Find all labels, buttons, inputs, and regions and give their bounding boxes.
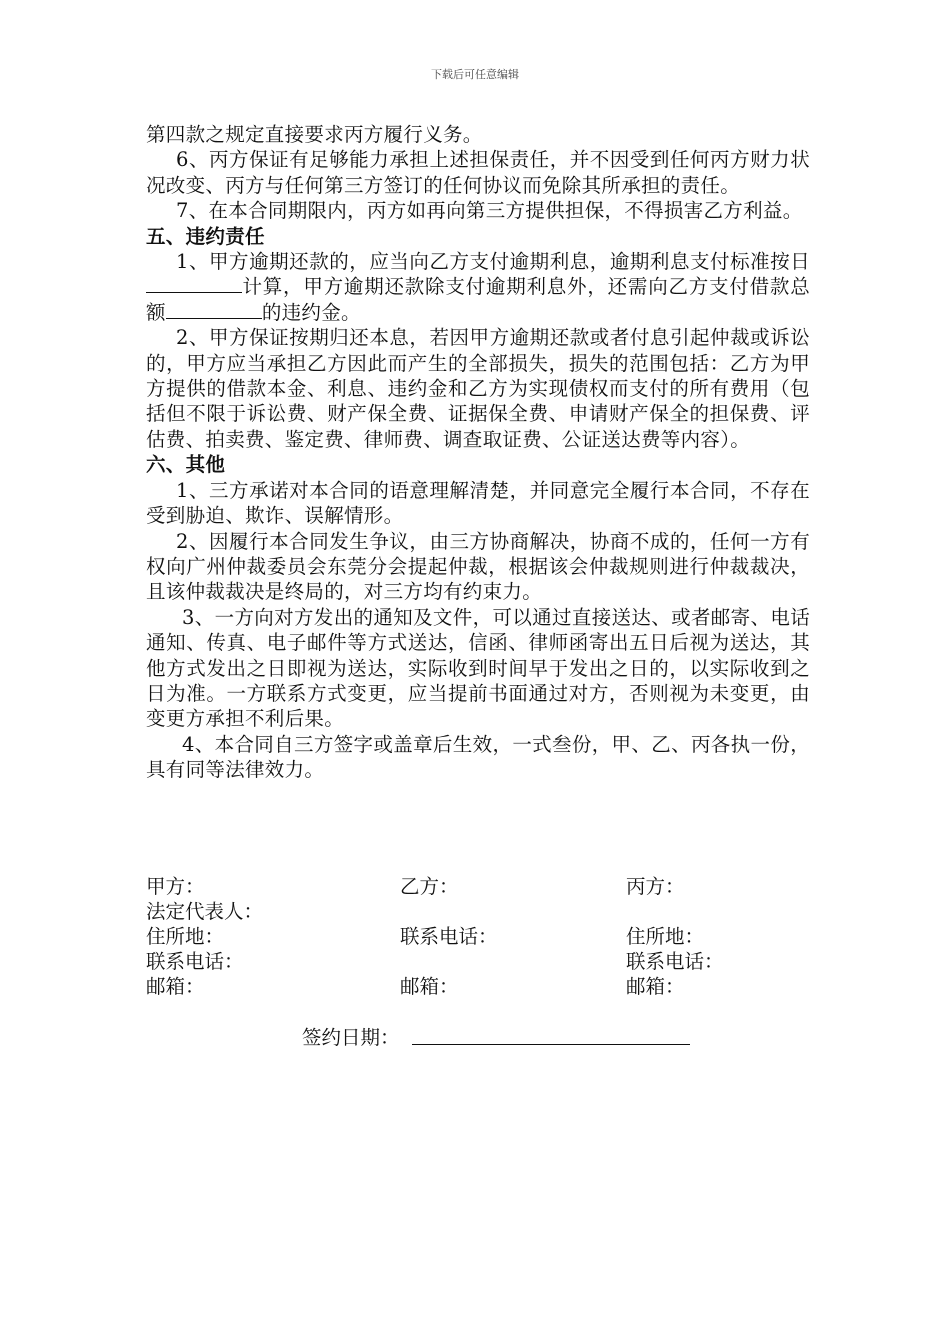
party-b-label: 乙方： — [400, 875, 459, 898]
party-c-address-label: 住所地： — [626, 925, 705, 948]
section-6-title: 六、其他 — [146, 453, 226, 477]
party-c-phone-label: 联系电话： — [626, 950, 724, 973]
party-a-address-label: 住所地： — [146, 925, 225, 948]
party-c-label: 丙方： — [626, 875, 685, 898]
paragraph-5-2: 2、甲方保证按期归还本息，若因甲方逾期还款或者付息引起仲裁或诉讼的，甲方应当承担乙方因此而产生的全部损失，损失的范围包括：乙方为甲方提供的借款本金、利息、违约金和乙方为实现债权而支付的所有费用（包括但不限于诉讼费、财产保全费、证据保全费、申请财产保全的担保费、评估费、拍卖费、鉴定费、律师费、调查取证费、公证送达费等内容）。 — [146, 326, 810, 451]
paragraph-5-1-part-a: 1、甲方逾期还款的，应当向乙方支付逾期利息，逾期利息支付标准按日 — [176, 250, 810, 274]
paragraph-4-6: 6、丙方保证有足够能力承担上述担保责任，并不因受到任何丙方财力状况改变、丙方与任何第三方签订的任何协议而免除其所承担的责任。 — [146, 148, 810, 197]
section-5-title: 五、违约责任 — [146, 224, 265, 248]
party-a-email-label: 邮箱： — [146, 975, 205, 998]
party-a-label: 甲方： — [146, 875, 205, 898]
signature-row-address — [146, 924, 810, 949]
contract-body — [146, 122, 810, 783]
signature-row-phone — [146, 949, 810, 974]
paragraph-6-2: 2、因履行本合同发生争议，由三方协商解决，协商不成的，任何一方有权向广州仲裁委员会东莞分会提起仲裁，根据该会仲裁规则进行仲裁裁决，且该仲裁裁决是终局的，对三方均有约束力。 — [146, 529, 810, 604]
paragraph-5-1-part-c: 的违约金。 — [261, 300, 361, 324]
paragraph-6-3: 3、一方向对方发出的通知及文件，可以通过直接送达、或者邮寄、电话通知、传真、电子邮件等方式送达，信函、律师函寄出五日后视为送达，其他方式发出之日即视为送达，实际收到时间早于发出之日的，以实际收到之日为准。一方联系方式变更，应当提前书面通过对方，否则视为未变更，由变更方承担不利后果。 — [146, 605, 810, 731]
paragraph-6-1: 1、三方承诺对本合同的语意理解清楚，并同意完全履行本合同，不存在受到胁迫、欺诈、误解情形。 — [146, 478, 810, 528]
signing-date-label: 签约日期： — [302, 1026, 400, 1049]
penalty-amount-blank[interactable] — [166, 300, 262, 319]
daily-rate-blank[interactable] — [146, 274, 242, 293]
paragraph-4-7: 7、在本合同期限内，丙方如再向第三方提供担保，不得损害乙方利益。 — [176, 199, 803, 223]
party-a-phone-label: 联系电话： — [146, 950, 244, 973]
party-b-phone-label: 联系电话： — [400, 925, 498, 948]
page-header-note: 下载后可任意编辑 — [431, 68, 519, 81]
party-c-email-label: 邮箱： — [626, 975, 685, 998]
paragraph-6-4: 4、本合同自三方签字或盖章后生效，一式叁份，甲、乙、丙各执一份，具有同等法律效力。 — [146, 732, 810, 782]
signature-row-parties — [146, 874, 810, 899]
paragraph-continuation: 第四款之规定直接要求丙方履行义务。 — [146, 123, 483, 146]
signing-date-blank[interactable] — [412, 1044, 690, 1045]
paragraph-5-1 — [146, 249, 810, 325]
signature-row-legal-rep — [146, 899, 810, 924]
paragraph-5-1-part-b: 计算，甲方逾期还款除支付逾期利息外，还需向乙方支付借款总额 — [146, 275, 810, 324]
legal-rep-label: 法定代表人： — [146, 900, 264, 923]
signature-block — [146, 874, 810, 999]
signature-row-email — [146, 974, 810, 999]
party-b-email-label: 邮箱： — [400, 975, 459, 998]
